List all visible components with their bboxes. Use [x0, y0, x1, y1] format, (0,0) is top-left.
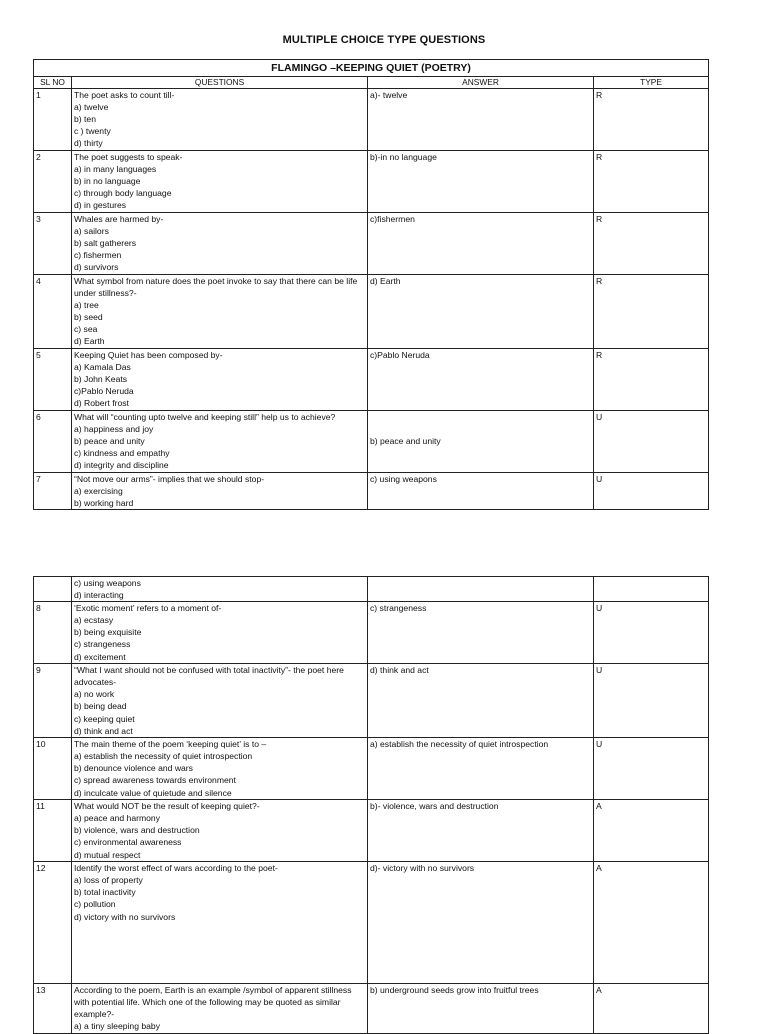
sl-no-cell: 5: [34, 349, 72, 411]
answer-cell: b) underground seeds grow into fruitful trees: [368, 984, 594, 1034]
question-cell: [72, 664, 368, 738]
option-text: b) ten: [74, 114, 96, 125]
question-cell: [72, 473, 368, 510]
option-text: c ) twenty: [74, 126, 111, 137]
question-row: [34, 411, 709, 473]
question-row: [34, 800, 709, 862]
question-row: [34, 664, 709, 738]
option-text: d) in gestures: [74, 200, 127, 211]
question-text: “Not move our arms”- implies that we should stop-: [74, 474, 265, 484]
option-text: b) working hard: [74, 498, 134, 509]
question-cell: [72, 738, 368, 800]
header-answer: ANSWER: [368, 77, 594, 89]
question-row: [34, 473, 709, 510]
option-text: a) Kamala Das: [74, 362, 131, 373]
answer-cell: c)Pablo Neruda: [368, 349, 594, 411]
option-text: d) integrity and discipline: [74, 460, 169, 471]
option-text: a) in many languages: [74, 164, 157, 175]
option-text: a) tree: [74, 300, 99, 311]
answer-cell: d) Earth: [368, 275, 594, 349]
option-text: b) violence, wars and destruction: [74, 825, 200, 836]
option-text: a) establish the necessity of quiet introspection: [74, 751, 253, 762]
table-subtitle: FLAMINGO –KEEPING QUIET (POETRY): [34, 60, 709, 77]
question-text: What would NOT be the result of keeping quiet?-: [74, 801, 260, 812]
option-text: b) being exquisite: [74, 627, 142, 638]
question-row: [34, 577, 709, 602]
type-cell: A: [594, 984, 709, 1034]
sl-no-cell: 12: [34, 862, 72, 984]
type-cell: R: [594, 151, 709, 213]
question-row: [34, 738, 709, 800]
question-cell: [72, 862, 368, 984]
question-text: What will “counting upto twelve and keeping still” help us to achieve?: [74, 412, 336, 422]
header-sl-no: SL NO: [34, 77, 72, 89]
option-text: a) no work: [74, 689, 115, 700]
option-text: a) peace and harmony: [74, 813, 160, 824]
option-text: a) sailors: [74, 226, 109, 237]
type-cell: A: [594, 800, 709, 862]
type-cell: R: [594, 349, 709, 411]
answer-cell: b) peace and unity: [368, 411, 594, 473]
sl-no-cell: 1: [34, 89, 72, 151]
answer-cell: c) using weapons: [368, 473, 594, 510]
question-text: The poet suggests to speak-: [74, 152, 183, 162]
question-row: [34, 862, 709, 984]
option-text: d) interacting: [74, 590, 124, 601]
sl-no-cell: 9: [34, 664, 72, 738]
option-text: b) total inactivity: [74, 887, 136, 898]
sl-no-cell: 2: [34, 151, 72, 213]
question-cell: [72, 411, 368, 473]
option-text: c)Pablo Neruda: [74, 386, 134, 397]
option-text: c) kindness and empathy: [74, 448, 170, 459]
type-cell: R: [594, 89, 709, 151]
option-text: a) ecstasy: [74, 615, 114, 626]
sl-no-cell: 6: [34, 411, 72, 473]
answer-cell: a) establish the necessity of quiet introspection: [368, 738, 594, 800]
question-text: c) using weapons: [74, 578, 141, 588]
option-text: d) victory with no survivors: [74, 911, 176, 922]
type-cell: R: [594, 213, 709, 275]
type-cell: U: [594, 411, 709, 473]
option-text: c) pollution: [74, 899, 116, 910]
answer-cell: b)-in no language: [368, 151, 594, 213]
questions-table-part-2: [33, 576, 709, 1034]
option-text: b) being dead: [74, 701, 127, 712]
question-text: ‘Exotic moment’ refers to a moment of-: [74, 603, 222, 614]
question-row: [34, 984, 709, 1034]
option-text: c) spread awareness towards environment: [74, 775, 236, 786]
option-text: d) thirty: [74, 138, 103, 149]
option-text: d) Earth: [74, 336, 105, 347]
option-text: b) seed: [74, 312, 103, 323]
option-text: a) happiness and joy: [74, 424, 154, 435]
answer-cell: a)- twelve: [368, 89, 594, 151]
option-text: d) survivors: [74, 262, 119, 273]
answer-cell: d) think and act: [368, 664, 594, 738]
question-cell: [72, 984, 368, 1034]
option-text: a) loss of property: [74, 875, 143, 886]
question-cell: [72, 577, 368, 602]
option-text: d) excitement: [74, 651, 126, 662]
option-text: a) twelve: [74, 102, 109, 113]
option-text: b) denounce violence and wars: [74, 763, 193, 774]
question-row: [34, 89, 709, 151]
option-text: b) salt gatherers: [74, 238, 137, 249]
answer-cell: d)- victory with no survivors: [368, 862, 594, 984]
option-text: c) keeping quiet: [74, 713, 135, 724]
question-cell: [72, 151, 368, 213]
type-cell: U: [594, 473, 709, 510]
sl-no-cell: 3: [34, 213, 72, 275]
question-cell: [72, 349, 368, 411]
answer-cell: c) strangeness: [368, 602, 594, 664]
type-cell: A: [594, 862, 709, 984]
sl-no-cell: 4: [34, 275, 72, 349]
questions-table-part-1: [33, 59, 709, 510]
type-cell: U: [594, 738, 709, 800]
type-cell: U: [594, 664, 709, 738]
option-text: d) Robert frost: [74, 398, 129, 409]
question-row: [34, 151, 709, 213]
sl-no-cell: 10: [34, 738, 72, 800]
type-cell: [594, 577, 709, 602]
option-text: c) sea: [74, 324, 98, 335]
option-text: d) inculcate value of quietude and silence: [74, 787, 232, 798]
sl-no-cell: 8: [34, 602, 72, 664]
sl-no-cell: [34, 577, 72, 602]
option-text: c) through body language: [74, 188, 172, 199]
option-text: a) a tiny sleeping baby: [74, 1021, 160, 1032]
question-text: Identify the worst effect of wars according to the poet-: [74, 863, 278, 874]
type-cell: R: [594, 275, 709, 349]
question-row: [34, 213, 709, 275]
question-text: “What I want should not be confused with total inactivity”- the poet here advocates-: [74, 665, 344, 688]
sl-no-cell: 11: [34, 800, 72, 862]
option-text: b) in no language: [74, 176, 141, 187]
question-cell: [72, 800, 368, 862]
option-text: b) peace and unity: [74, 436, 145, 447]
question-row: [34, 349, 709, 411]
header-type: TYPE: [594, 77, 709, 89]
answer-cell: [368, 577, 594, 602]
option-text: b) John Keats: [74, 374, 128, 385]
question-text: According to the poem, Earth is an example /symbol of apparent stillness with potential life. Which one of the following may be quoted as similar example?-: [74, 985, 352, 1020]
header-questions: QUESTIONS: [72, 77, 368, 89]
question-row: [34, 275, 709, 349]
answer-cell: c)fishermen: [368, 213, 594, 275]
type-cell: U: [594, 602, 709, 664]
sl-no-cell: 13: [34, 984, 72, 1034]
page-title: MULTIPLE CHOICE TYPE QUESTIONS: [282, 34, 486, 46]
option-text: c) environmental awareness: [74, 837, 182, 848]
question-cell: [72, 213, 368, 275]
question-text: The poet asks to count till-: [74, 90, 175, 100]
question-row: [34, 602, 709, 664]
answer-cell: b)- violence, wars and destruction: [368, 800, 594, 862]
option-text: c) strangeness: [74, 639, 131, 650]
question-text: Whales are harmed by-: [74, 214, 164, 224]
question-cell: [72, 602, 368, 664]
sl-no-cell: 7: [34, 473, 72, 510]
question-text: The main theme of the poem ‘keeping quiet’ is to –: [74, 739, 267, 750]
option-text: d) mutual respect: [74, 849, 141, 860]
question-cell: [72, 275, 368, 349]
option-text: a) exercising: [74, 486, 123, 497]
question-text: What symbol from nature does the poet invoke to say that there can be life under stillness?-: [74, 276, 358, 299]
option-text: c) fishermen: [74, 250, 122, 261]
question-text: Keeping Quiet has been composed by-: [74, 350, 223, 360]
option-text: d) think and act: [74, 725, 133, 736]
question-cell: [72, 89, 368, 151]
